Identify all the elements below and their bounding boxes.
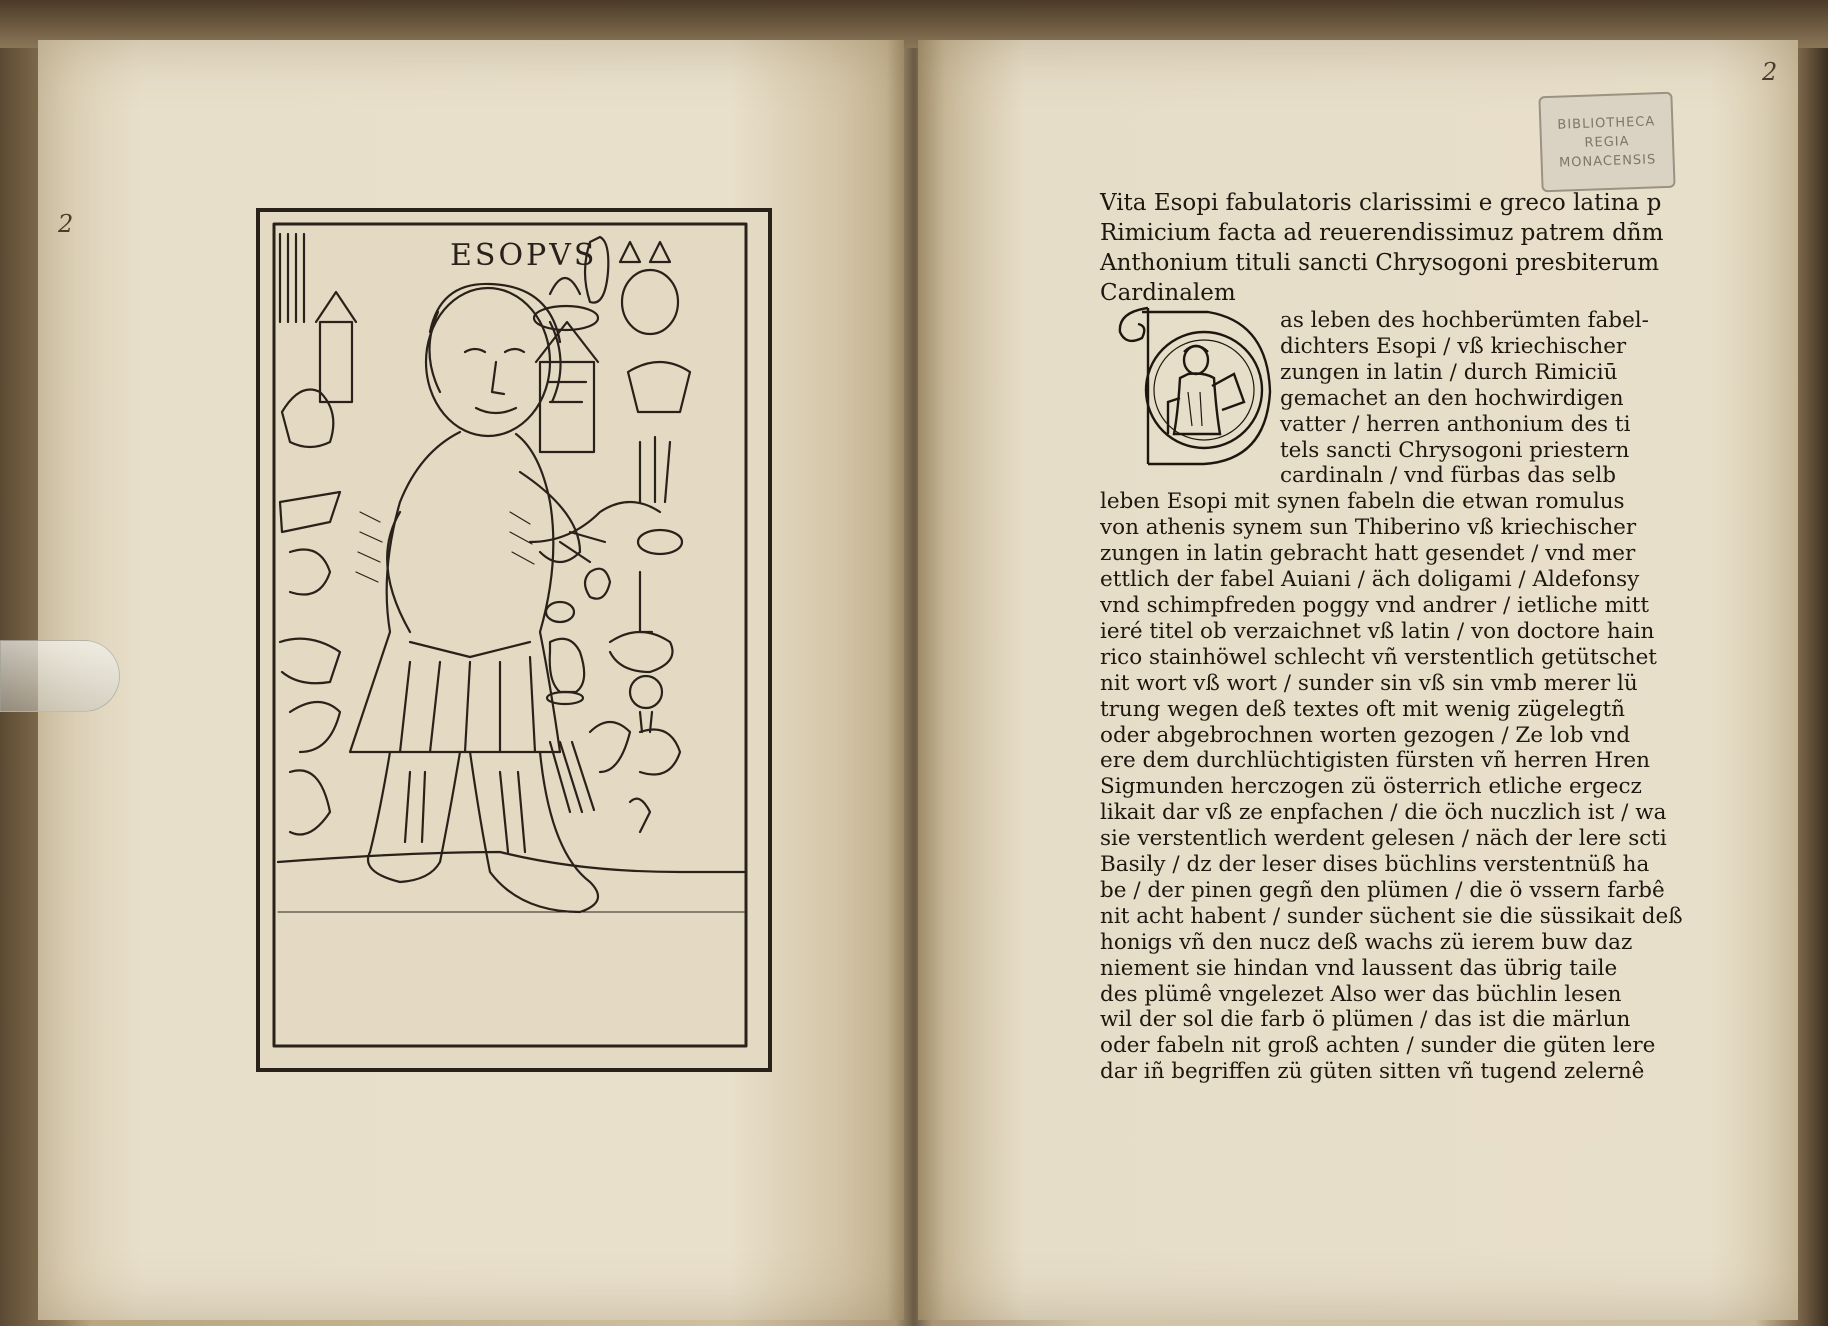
bookmark-tab — [0, 640, 120, 712]
left-folio-number: 2 — [58, 210, 74, 238]
body-line: ere dem durchlüchtigisten fürsten vñ herren Hren — [1100, 748, 1651, 774]
initial-line: tels sancti Chrysogoni priestern — [1280, 437, 1630, 463]
body-line: Sigmunden herczogen zü österrich etliche ergecz — [1100, 774, 1642, 800]
body-line: niement sie hindan vnd laussent das übrig taile — [1100, 955, 1618, 981]
heading-line: Rimicium facta ad reuerendissimuz patrem dñm — [1100, 220, 1664, 246]
body-line: nit acht habent / sunder süchent sie die süssikait deß — [1100, 903, 1683, 929]
body-line: dar iñ begriffen zü güten sitten vñ tugend zelernê — [1100, 1059, 1645, 1085]
stamp-line: MONACENSIS — [1558, 151, 1657, 171]
body-line: be / der pinen gegñ den plümen / die ö vssern farbê — [1100, 877, 1665, 903]
heading-line: Cardinalem — [1100, 280, 1236, 306]
initial-line: as leben des hochberümten fabel- — [1280, 308, 1649, 333]
initial-line: gemachet an den hochwirdigen — [1280, 385, 1624, 411]
body-line: ieré titel ob verzaichnet vß latin / von doctore hain — [1100, 618, 1655, 644]
body-line: Basily / dz der leser dises büchlins verstentnüß ha — [1100, 852, 1650, 878]
body-line: oder fabeln nit groß achten / sunder die güten lere — [1100, 1033, 1656, 1059]
body-line: trung wegen deß textes oft mit wenig zügelegtñ — [1100, 696, 1625, 722]
body-line: vnd schimpfreden poggy vnd andrer / ietliche mitt — [1100, 592, 1650, 618]
body-line: des plümê vngelezet Also wer das büchlin lesen — [1100, 981, 1622, 1007]
heading-line: Vita Esopi fabulatoris clarissimi e greco latina p — [1100, 190, 1662, 216]
initial-line: dichters Esopi / vß kriechischer — [1280, 333, 1627, 359]
body-line: zungen in latin gebracht hatt gesendet / vnd mer — [1100, 541, 1636, 567]
woodcut-title: ESOPVS — [450, 238, 598, 273]
body-line: oder abgebrochnen worten gezogen / Ze lob vnd — [1100, 722, 1631, 748]
library-stamp — [1538, 92, 1675, 193]
body-line: nit wort vß wort / sunder sin vß sin vmb merer lü — [1100, 670, 1638, 696]
body-line: von athenis synem sun Thiberino vß kriechischer — [1100, 515, 1637, 541]
initial-line: cardinaln / vnd fürbas das selb — [1280, 463, 1617, 489]
stamp-line: REGIA — [1584, 133, 1630, 151]
decorated-initial-d — [1108, 302, 1276, 470]
initial-line: zungen in latin / durch Rimiciū — [1280, 359, 1618, 385]
woodcut-illustration — [256, 208, 772, 1072]
heading-line: Anthonium tituli sancti Chrysogoni presbiterum — [1100, 250, 1660, 276]
body-line: rico stainhöwel schlecht vñ verstentlich getütschet — [1100, 644, 1657, 670]
woodcut-drawing — [260, 212, 760, 1060]
initial-line: vatter / herren anthonium des ti — [1280, 411, 1631, 437]
body-line: likait dar vß ze enpfachen / die öch nuczlich ist / wa — [1100, 800, 1667, 826]
body-line: ettlich der fabel Auiani / äch doligami / Aldefonsy — [1100, 567, 1640, 593]
body-line: sie verstentlich werdent gelesen / näch der lere scti — [1100, 826, 1667, 852]
body-line: honigs vñ den nucz deß wachs zü ierem buw daz — [1100, 929, 1633, 955]
body-line: leben Esopi mit synen fabeln die etwan romulus — [1100, 489, 1625, 515]
right-folio-number: 2 — [1762, 58, 1778, 86]
body-line: wil der sol die farb ö plümen / das ist die märlun — [1100, 1007, 1631, 1033]
stamp-line: BIBLIOTHECA — [1557, 113, 1656, 133]
